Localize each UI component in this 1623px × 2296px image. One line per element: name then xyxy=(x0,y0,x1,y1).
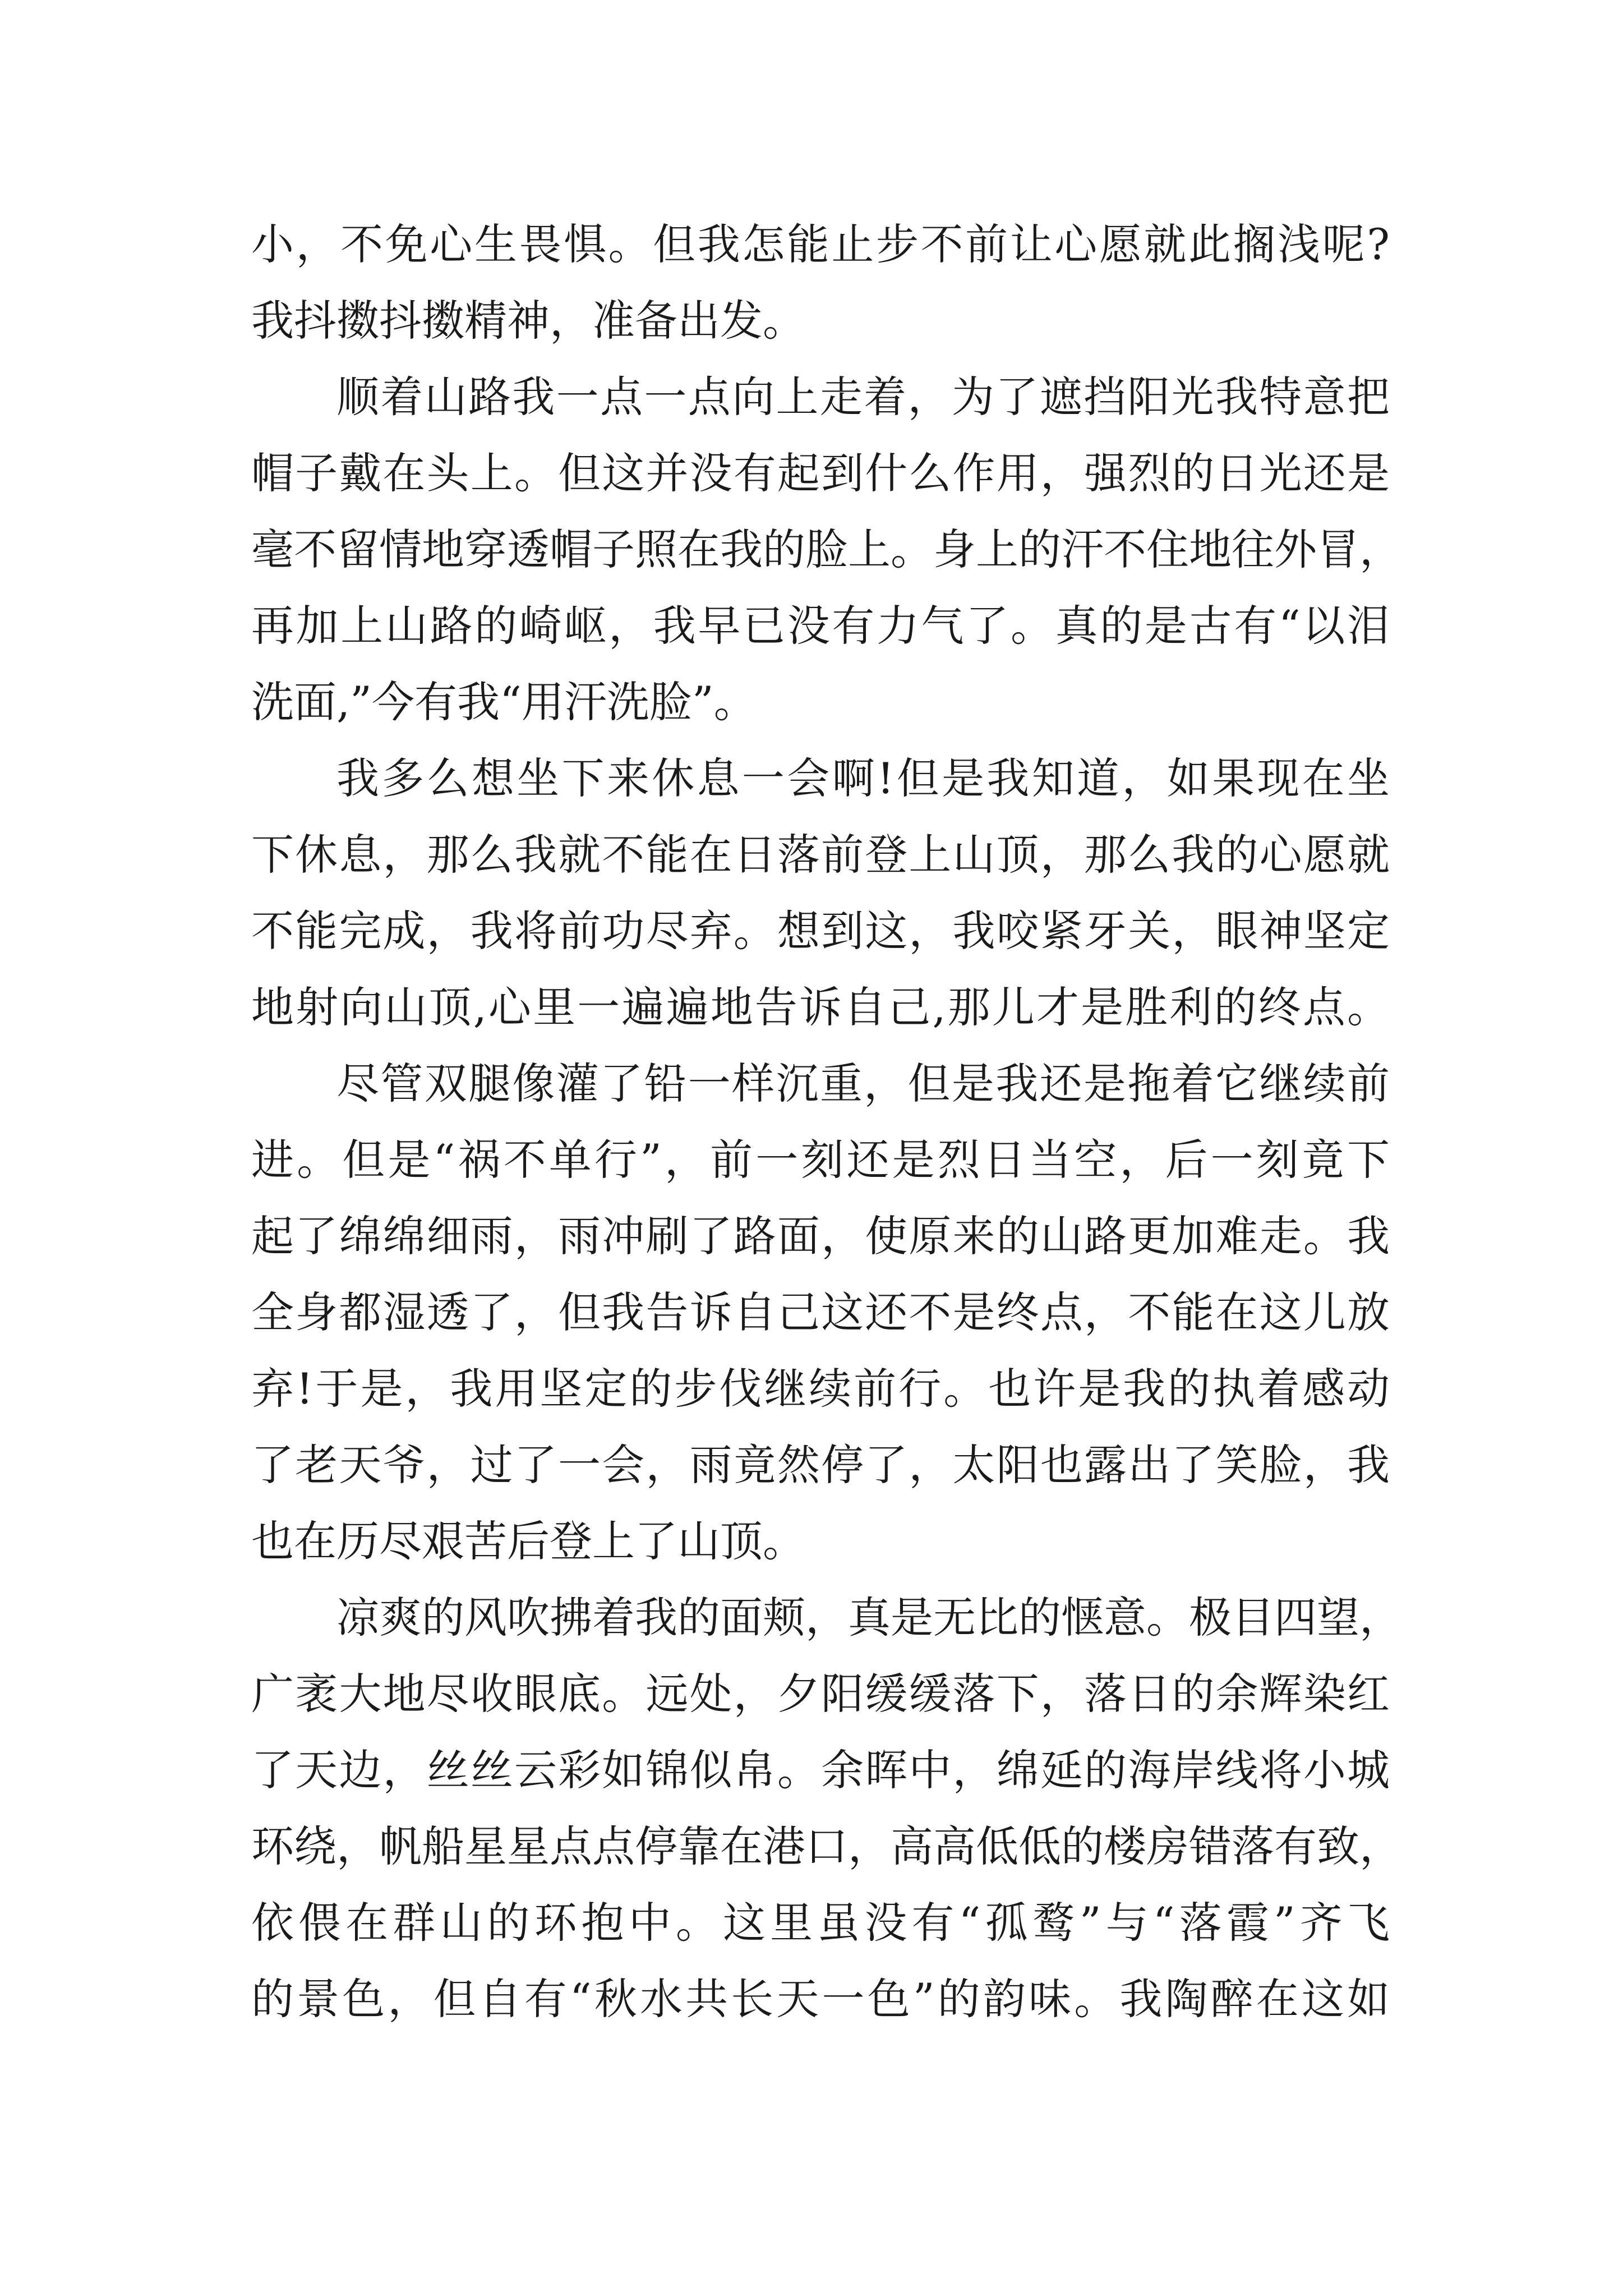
text-line: 不能完成，我将前功尽弃。想到这，我咬紧牙关，眼神坚定 xyxy=(251,906,1390,956)
text-line: 小，不免心生畏惧。但我怎能止步不前让心愿就此搁浅呢? xyxy=(251,219,1390,269)
text-line: 帽子戴在头上。但这并没有起到什么作用，强烈的日光还是 xyxy=(251,448,1390,498)
text-line: 环绕，帆船星星点点停靠在港口，高高低低的楼房错落有致， xyxy=(251,1821,1402,1871)
paragraph-first-line: 尽管双腿像灌了铅一样沉重，但是我还是拖着它继续前 xyxy=(336,1059,1390,1108)
paragraph-first-line: 顺着山路我一点一点向上走着，为了遮挡阳光我特意把 xyxy=(336,372,1390,422)
text-line: 地射向山顶,心里一遍遍地告诉自己,那儿才是胜利的终点。 xyxy=(251,982,1390,1032)
text-line: 全身都湿透了，但我告诉自己这还不是终点，不能在这儿放 xyxy=(251,1287,1390,1337)
text-line: 弃!于是，我用坚定的步伐继续前行。也许是我的执着感动 xyxy=(251,1364,1390,1414)
text-line: 洗面,”今有我“用汗洗脸”。 xyxy=(251,677,757,727)
text-line: 再加上山路的崎岖，我早已没有力气了。真的是古有“以泪 xyxy=(251,601,1390,651)
paragraph-first-line: 我多么想坐下来休息一会啊!但是我知道，如果现在坐 xyxy=(336,753,1390,803)
text-line: 我抖擞抖擞精神，准备出发。 xyxy=(251,296,805,346)
paragraph-first-line: 凉爽的风吹拂着我的面颊，真是无比的惬意。极目四望， xyxy=(336,1593,1402,1642)
text-line: 起了绵绵细雨，雨冲刷了路面，使原来的山路更加难走。我 xyxy=(251,1211,1390,1261)
text-line: 了老天爷，过了一会，雨竟然停了，太阳也露出了笑脸，我 xyxy=(251,1440,1390,1490)
text-line: 毫不留情地穿透帽子照在我的脸上。身上的汗不住地往外冒， xyxy=(251,524,1402,574)
text-line: 下休息，那么我就不能在日落前登上山顶，那么我的心愿就 xyxy=(251,830,1390,880)
body-text xyxy=(251,206,1402,2037)
text-line: 广袤大地尽收眼底。远处，夕阳缓缓落下，落日的余辉染红 xyxy=(251,1669,1390,1719)
text-line: 依偎在群山的环抱中。这里虽没有“孤鹜”与“落霞”齐飞 xyxy=(251,1898,1390,1948)
text-line: 的景色，但自有“秋水共长天一色”的韵味。我陶醉在这如 xyxy=(251,1974,1390,2024)
text-line: 了天边，丝丝云彩如锦似帛。余晖中，绵延的海岸线将小城 xyxy=(251,1745,1390,1795)
text-line: 也在历尽艰苦后登上了山顶。 xyxy=(251,1516,805,1566)
text-line: 进。但是“祸不单行”，前一刻还是烈日当空，后一刻竟下 xyxy=(251,1135,1390,1185)
